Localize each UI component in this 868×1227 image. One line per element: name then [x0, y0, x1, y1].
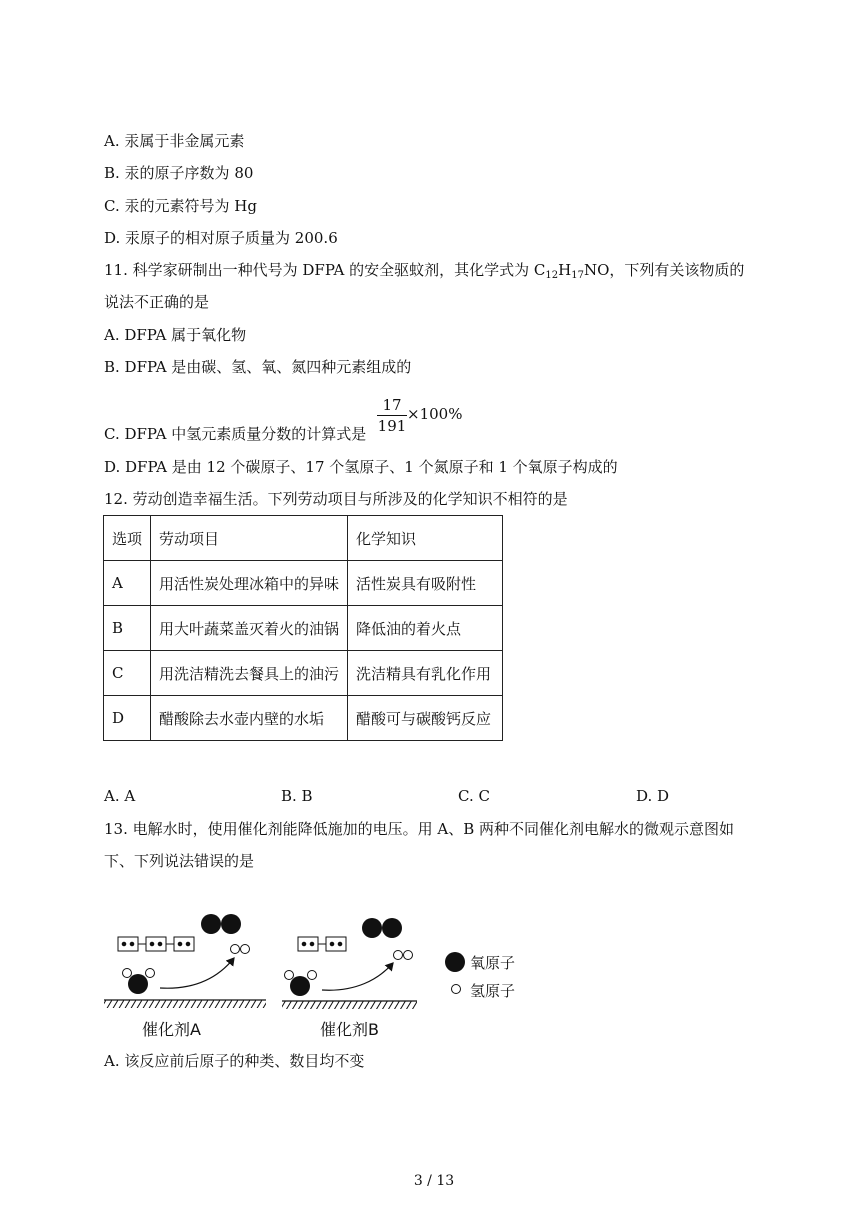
q11-h: H: [558, 261, 572, 279]
q13-stem-line1: 13. 电解水时，使用催化剂能降低施加的电压。用 A、B 两种不同催化剂电解水的微观示意图如: [104, 820, 735, 838]
table-cell: C: [104, 651, 151, 696]
table-header-row: [104, 516, 503, 561]
q12-option-b: B. B: [281, 787, 313, 805]
legend-oxygen-label: 氧原子: [470, 954, 516, 972]
q12-option-a: A. A: [104, 787, 136, 805]
h2-molecule-a: [231, 945, 250, 954]
q11-option-d: D. DFPA 是由 12 个碳原子、17 个氢原子、1 个氮原子和 1 个氧原子构成的: [104, 458, 618, 476]
h2-molecule-b: [394, 951, 413, 960]
fraction-denominator: 191: [377, 417, 407, 435]
q12-option-d: D. D: [636, 787, 670, 805]
o2-molecule-b: [362, 918, 402, 938]
intermediate-chain-a: [118, 937, 194, 951]
q13-stem-line2: 下、下列说法错误的是: [104, 852, 255, 870]
reaction-arrow-b: [322, 963, 393, 990]
q10-option-d: D. 汞原子的相对原子质量为 200.6: [104, 229, 338, 247]
table-row: [104, 606, 503, 651]
legend-hydrogen-label: 氢原子: [470, 982, 516, 1000]
table-cell: 醋酸可与碳酸钙反应: [348, 696, 503, 741]
water-molecule-a: [123, 969, 155, 995]
table-cell: 洗洁精具有乳化作用: [348, 651, 503, 696]
table-row: [104, 696, 503, 741]
table-cell: D: [104, 696, 151, 741]
catalyst-b-caption: 催化剂B: [320, 1020, 379, 1039]
o2-molecule-a: [201, 914, 241, 934]
catalyst-b-panel: [282, 918, 417, 1009]
q11-fraction: [377, 396, 407, 435]
reaction-arrow-a: [160, 958, 234, 988]
q10-option-c: C. 汞的元素符号为 Hg: [104, 197, 257, 215]
table-row: [104, 561, 503, 606]
q10-option-b: B. 汞的原子序数为 80: [104, 164, 254, 182]
table-cell: A: [104, 561, 151, 606]
table-cell: 用洗洁精洗去餐具上的油污: [151, 651, 348, 696]
q11-option-b: B. DFPA 是由碳、氢、氧、氮四种元素组成的: [104, 358, 412, 376]
catalyst-hatching-a: [104, 1000, 266, 1008]
table-cell: 活性炭具有吸附性: [348, 561, 503, 606]
intermediate-chain-b: [298, 937, 346, 951]
table-header-cell: 劳动项目: [151, 516, 348, 561]
q11-sub-17: 17: [571, 270, 584, 281]
page-number: 3 / 13: [413, 1173, 455, 1189]
q11-stem-post: NO，下列有关该物质的: [583, 261, 745, 279]
table-cell: 醋酸除去水壶内壁的水垢: [151, 696, 348, 741]
q11-option-c: C. DFPA 中氢元素质量分数的计算式是: [104, 425, 367, 443]
table-cell: 降低油的着火点: [348, 606, 503, 651]
q11-stem-pre: 11. 科学家研制出一种代号为 DFPA 的安全驱蚊剂，其化学式为 C: [104, 261, 546, 279]
q12-table: [103, 515, 503, 741]
q12-stem: 12. 劳动创造幸福生活。下列劳动项目与所涉及的化学知识不相符的是: [104, 490, 568, 508]
fraction-numerator: 17: [382, 396, 402, 414]
water-molecule-b: [285, 971, 317, 997]
q11-sub-12: 12: [545, 270, 559, 281]
table-row: [104, 651, 503, 696]
table-header-cell: 选项: [104, 516, 151, 561]
q11-option-a: A. DFPA 属于氧化物: [104, 326, 247, 344]
table-cell: B: [104, 606, 151, 651]
catalyst-a-panel: [104, 914, 266, 1008]
catalyst-hatching-b: [282, 1001, 417, 1009]
q13-option-a: A. 该反应前后原子的种类、数目均不变: [104, 1052, 365, 1070]
q10-option-a: A. 汞属于非金属元素: [104, 132, 245, 150]
q12-option-c: C. C: [458, 787, 490, 805]
hydrogen-atom-legend-icon: [452, 985, 461, 994]
oxygen-atom-legend-icon: [445, 952, 465, 972]
fraction-bar: [377, 415, 407, 416]
catalyst-a-caption: 催化剂A: [142, 1020, 201, 1039]
table-header-cell: 化学知识: [348, 516, 503, 561]
q11-stem-line1: [104, 260, 744, 280]
q11-stem-line2: 说法不正确的是: [104, 293, 210, 311]
table-cell: 用大叶蔬菜盖灭着火的油锅: [151, 606, 348, 651]
table-cell: 用活性炭处理冰箱中的异味: [151, 561, 348, 606]
fraction-multiplier: ×100%: [407, 405, 463, 423]
